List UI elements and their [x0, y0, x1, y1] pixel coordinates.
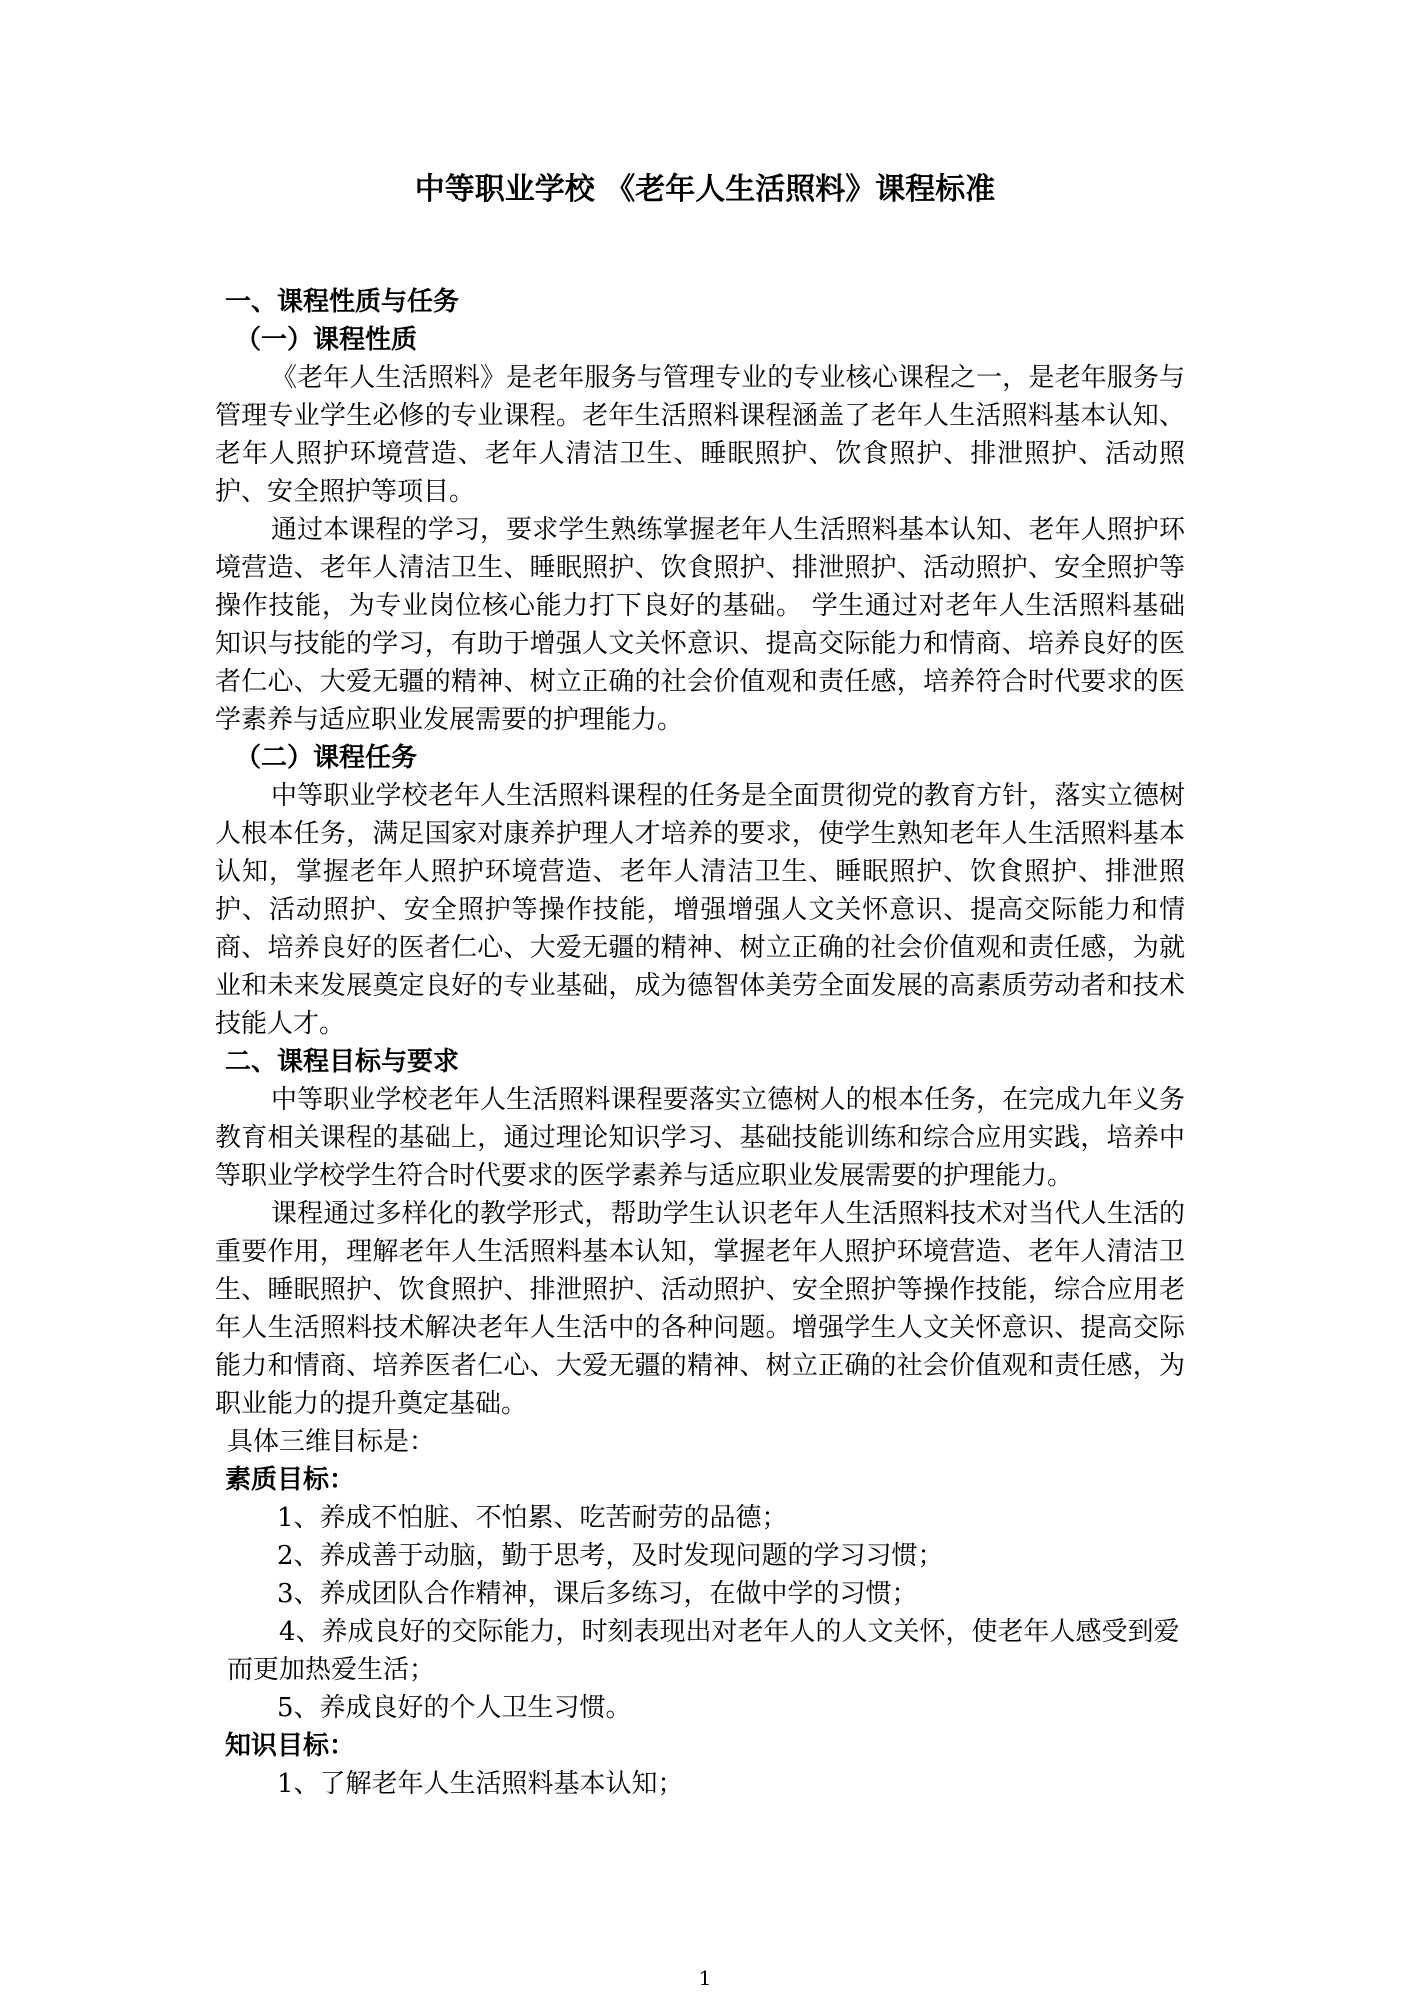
- list-item: 1、养成不怕脏、不怕累、吃苦耐劳的品德；: [277, 1503, 788, 1533]
- list-item: 2、养成善于动脑，勤于思考，及时发现问题的学习习惯；: [277, 1541, 944, 1571]
- list-item: 1、了解老年人生活照料基本认知；: [277, 1769, 684, 1799]
- paragraph: 课程通过多样化的教学形式，帮助学生认识老年人生活照料技术对当代人生活的重要作用，理解老年人生活照料基本认知，掌握老年人照护环境营造、老年人清洁卫生、睡眠照护、饮食照护、排泄照护、活动照护、安全照护等操作技能，综合应用老年人生活照料技术解决老年人生活中的各种问题。增强学生人文关怀意识、提高交际能力和情商、培养医者仁心、大爱无疆的精神、树立正确的社会价值观和责任感，为职业能力的提升奠定基础。: [215, 1199, 1185, 1419]
- section-heading-course-goals: 二、课程目标与要求: [225, 1047, 460, 1077]
- list-item: 4、养成良好的交际能力，时刻表现出对老年人的人文关怀，使老年人感受到爱而更加热爱生活；: [227, 1617, 1180, 1685]
- knowledge-goals-heading: 知识目标：: [225, 1731, 356, 1761]
- paragraph: 中等职业学校老年人生活照料课程要落实立德树人的根本任务，在完成九年义务教育相关课程的基础上，通过理论知识学习、基础技能训练和综合应用实践，培养中等职业学校学生符合时代要求的医学素养与适应职业发展需要的护理能力。: [215, 1085, 1185, 1191]
- subsection-heading-course-task: （二）课程任务: [235, 743, 418, 773]
- subsection-heading-course-nature: （一）课程性质: [235, 325, 418, 355]
- section-heading-course-nature-and-task: 一、课程性质与任务: [225, 287, 460, 317]
- goals-intro: 具体三维目标是：: [227, 1427, 436, 1457]
- list-item: 3、养成团队合作精神，课后多练习，在做中学的习惯；: [277, 1579, 918, 1609]
- document-body: [215, 283, 1185, 1803]
- page-number: 1: [698, 1966, 712, 1990]
- paragraph: 《老年人生活照料》是老年服务与管理专业的专业核心课程之一，是老年服务与管理专业学生必修的专业课程。老年生活照料课程涵盖了老年人生活照料基本认知、老年人照护环境营造、老年人清洁卫生、睡眠照护、饮食照护、排泄照护、活动照护、安全照护等项目。: [215, 363, 1185, 507]
- list-item: 5、养成良好的个人卫生习惯。: [277, 1693, 632, 1723]
- paragraph: 通过本课程的学习，要求学生熟练掌握老年人生活照料基本认知、老年人照护环境营造、老年人清洁卫生、睡眠照护、饮食照护、排泄照护、活动照护、安全照护等操作技能，为专业岗位核心能力打下良好的基础。 学生通过对老年人生活照料基础知识与技能的学习，有助于增强人文关怀意识、提高交际能力和情商、培养良好的医者仁心、大爱无疆的精神、树立正确的社会价值观和责任感，培养符合时代要求的医学素养与适应职业发展需要的护理能力。: [215, 515, 1185, 735]
- quality-goals-heading: 素质目标：: [225, 1465, 356, 1495]
- document-title: 中等职业学校 《老年人生活照料》课程标准: [414, 172, 996, 207]
- paragraph: 中等职业学校老年人生活照料课程的任务是全面贯彻党的教育方针，落实立德树人根本任务，满足国家对康养护理人才培养的要求，使学生熟知老年人生活照料基本认知，掌握老年人照护环境营造、老年人清洁卫生、睡眠照护、饮食照护、排泄照护、活动照护、安全照护等操作技能，增强增强人文关怀意识、提高交际能力和情商、培养良好的医者仁心、大爱无疆的精神、树立正确的社会价值观和责任感，为就业和未来发展奠定良好的专业基础，成为德智体美劳全面发展的高素质劳动者和技术技能人才。: [215, 781, 1185, 1039]
